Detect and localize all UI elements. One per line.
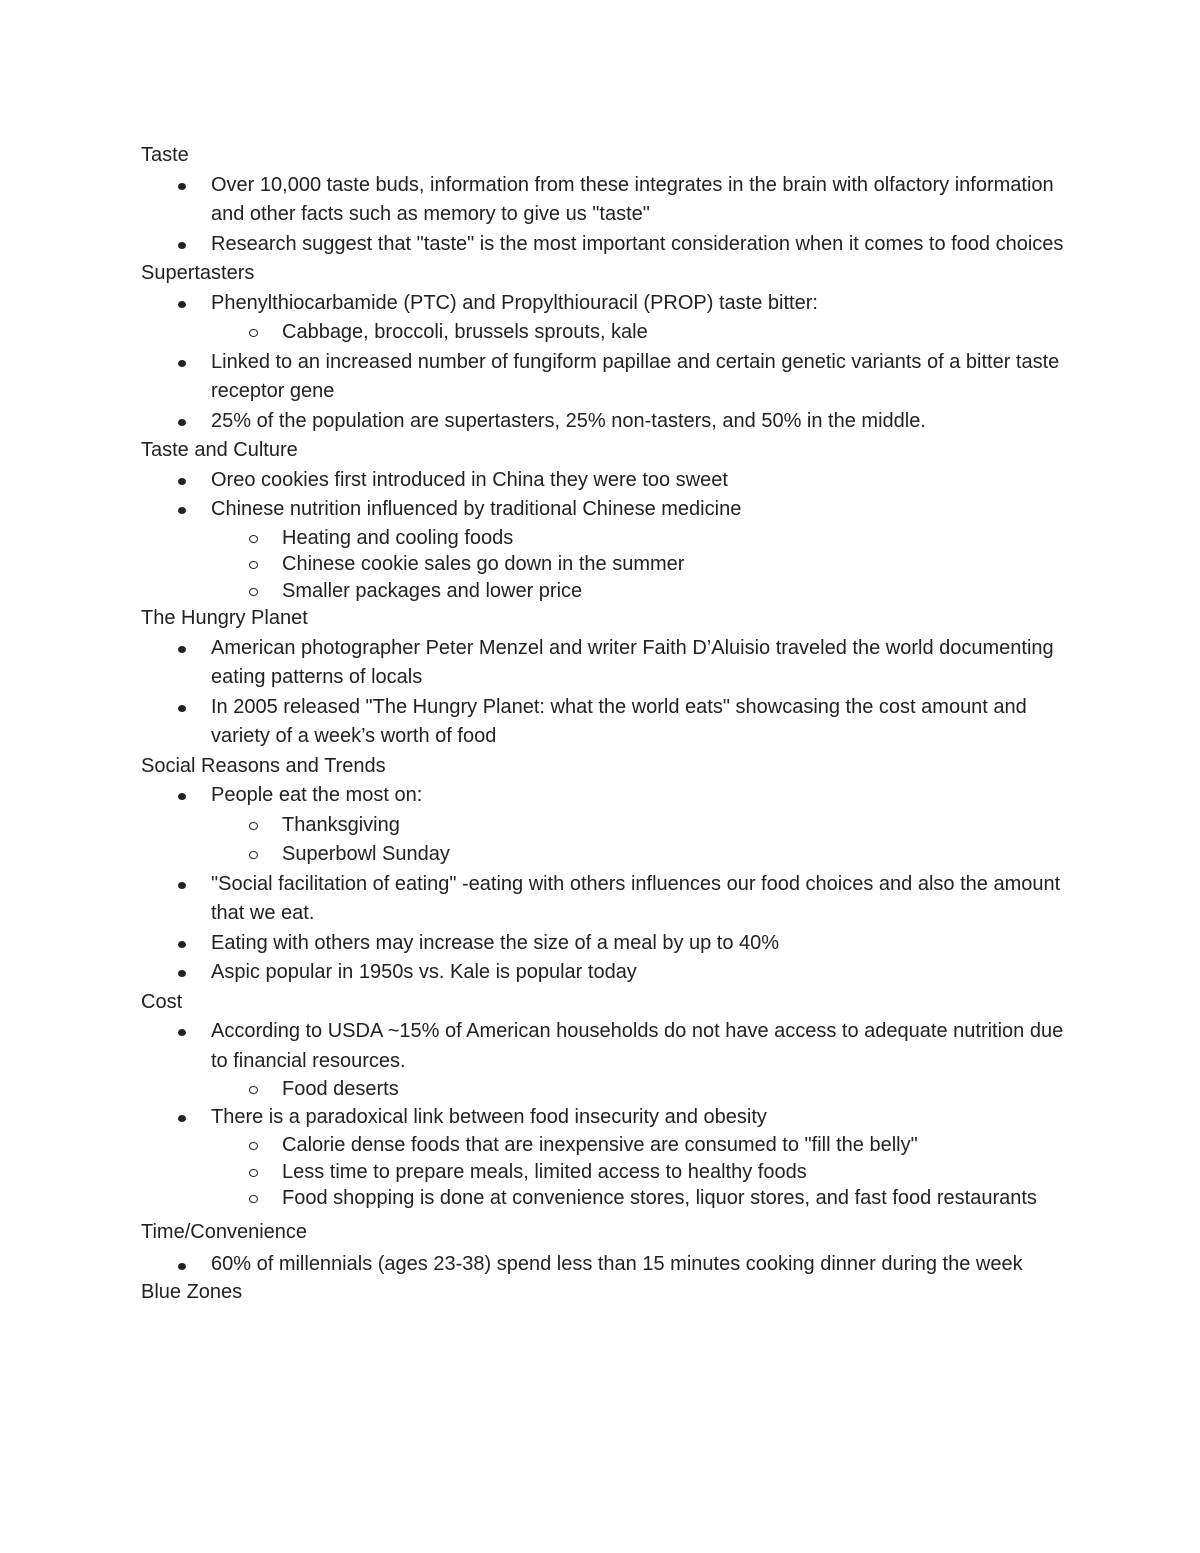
section-supertasters [141,259,1071,436]
section-heading: Cost [141,990,183,1013]
section-heading: The Hungry Planet [141,607,308,629]
bullet-list [141,634,1071,752]
list-item: 60% of millennials (ages 23-38) spend less than 15 minutes cooking dinner during the week [141,1251,1071,1278]
sub-list-item: Thanksgiving [141,811,1071,841]
section-taste-and-culture [141,436,1071,604]
bullet-list [141,1017,1071,1212]
bullet-list [141,289,1071,437]
list-item: Research suggest that "taste" is the most important consideration when it comes to food choices [141,230,1071,260]
section-heading: Blue Zones [141,1280,243,1303]
sub-list-item: Chinese cookie sales go down in the summer [141,551,1071,578]
sub-list-item: Heating and cooling foods [141,525,1071,552]
sub-list-item: Calorie dense foods that are inexpensive are consumed to "fill the belly" [141,1132,1071,1159]
section-taste [141,141,1071,259]
section-time-convenience [141,1218,1071,1278]
section-heading: Time/Convenience [141,1220,308,1243]
sub-list-item: Less time to prepare meals, limited access to healthy foods [141,1159,1071,1186]
sub-list-item: Superbowl Sunday [141,840,1071,870]
list-item: Over 10,000 taste buds, information from these integrates in the brain with olfactory information and other facts such as memory to give us "taste" [141,171,1071,230]
list-item: Oreo cookies first introduced in China they were too sweet [141,466,1071,496]
sub-list-item: Cabbage, broccoli, brussels sprouts, kale [141,318,1071,348]
list-item: People eat the most on: [141,781,1071,811]
bullet-list [141,1251,1071,1278]
section-hungry-planet [141,604,1071,752]
list-item: Linked to an increased number of fungiform papillae and certain genetic variants of a bitter taste receptor gene [141,348,1071,407]
section-heading: Taste [141,144,189,166]
list-item: There is a paradoxical link between food insecurity and obesity [141,1103,1071,1133]
sub-list-item: Food shopping is done at convenience stores, liquor stores, and fast food restaurants [141,1185,1071,1212]
list-item: According to USDA ~15% of American households do not have access to adequate nutrition due to financial resources. [141,1017,1071,1076]
list-item: Phenylthiocarbamide (PTC) and Propylthiouracil (PROP) taste bitter: [141,289,1071,319]
document-page [141,141,1071,1307]
section-social-reasons [141,752,1071,988]
list-item: 25% of the population are supertasters, 25% non-tasters, and 50% in the middle. [141,407,1071,437]
list-item: "Social facilitation of eating" -eating with others influences our food choices and also the amount that we eat. [141,870,1071,929]
list-item: American photographer Peter Menzel and writer Faith D’Aluisio traveled the world documenting eating patterns of locals [141,634,1071,693]
section-blue-zones [141,1278,1071,1308]
sub-list-item: Smaller packages and lower price [141,578,1071,605]
section-heading: Social Reasons and Trends [141,754,386,777]
list-item: Aspic popular in 1950s vs. Kale is popular today [141,958,1071,988]
list-item: Chinese nutrition influenced by traditional Chinese medicine [141,495,1071,525]
section-cost [141,988,1071,1212]
list-item: Eating with others may increase the size of a meal by up to 40% [141,929,1071,959]
section-heading: Taste and Culture [141,439,298,461]
bullet-list [141,781,1071,988]
list-item: In 2005 released "The Hungry Planet: what the world eats" showcasing the cost amount and variety of a week’s worth of food [141,693,1071,752]
section-heading: Supertasters [141,262,255,284]
bullet-list [141,171,1071,260]
sub-list-item: Food deserts [141,1076,1071,1103]
bullet-list [141,466,1071,605]
